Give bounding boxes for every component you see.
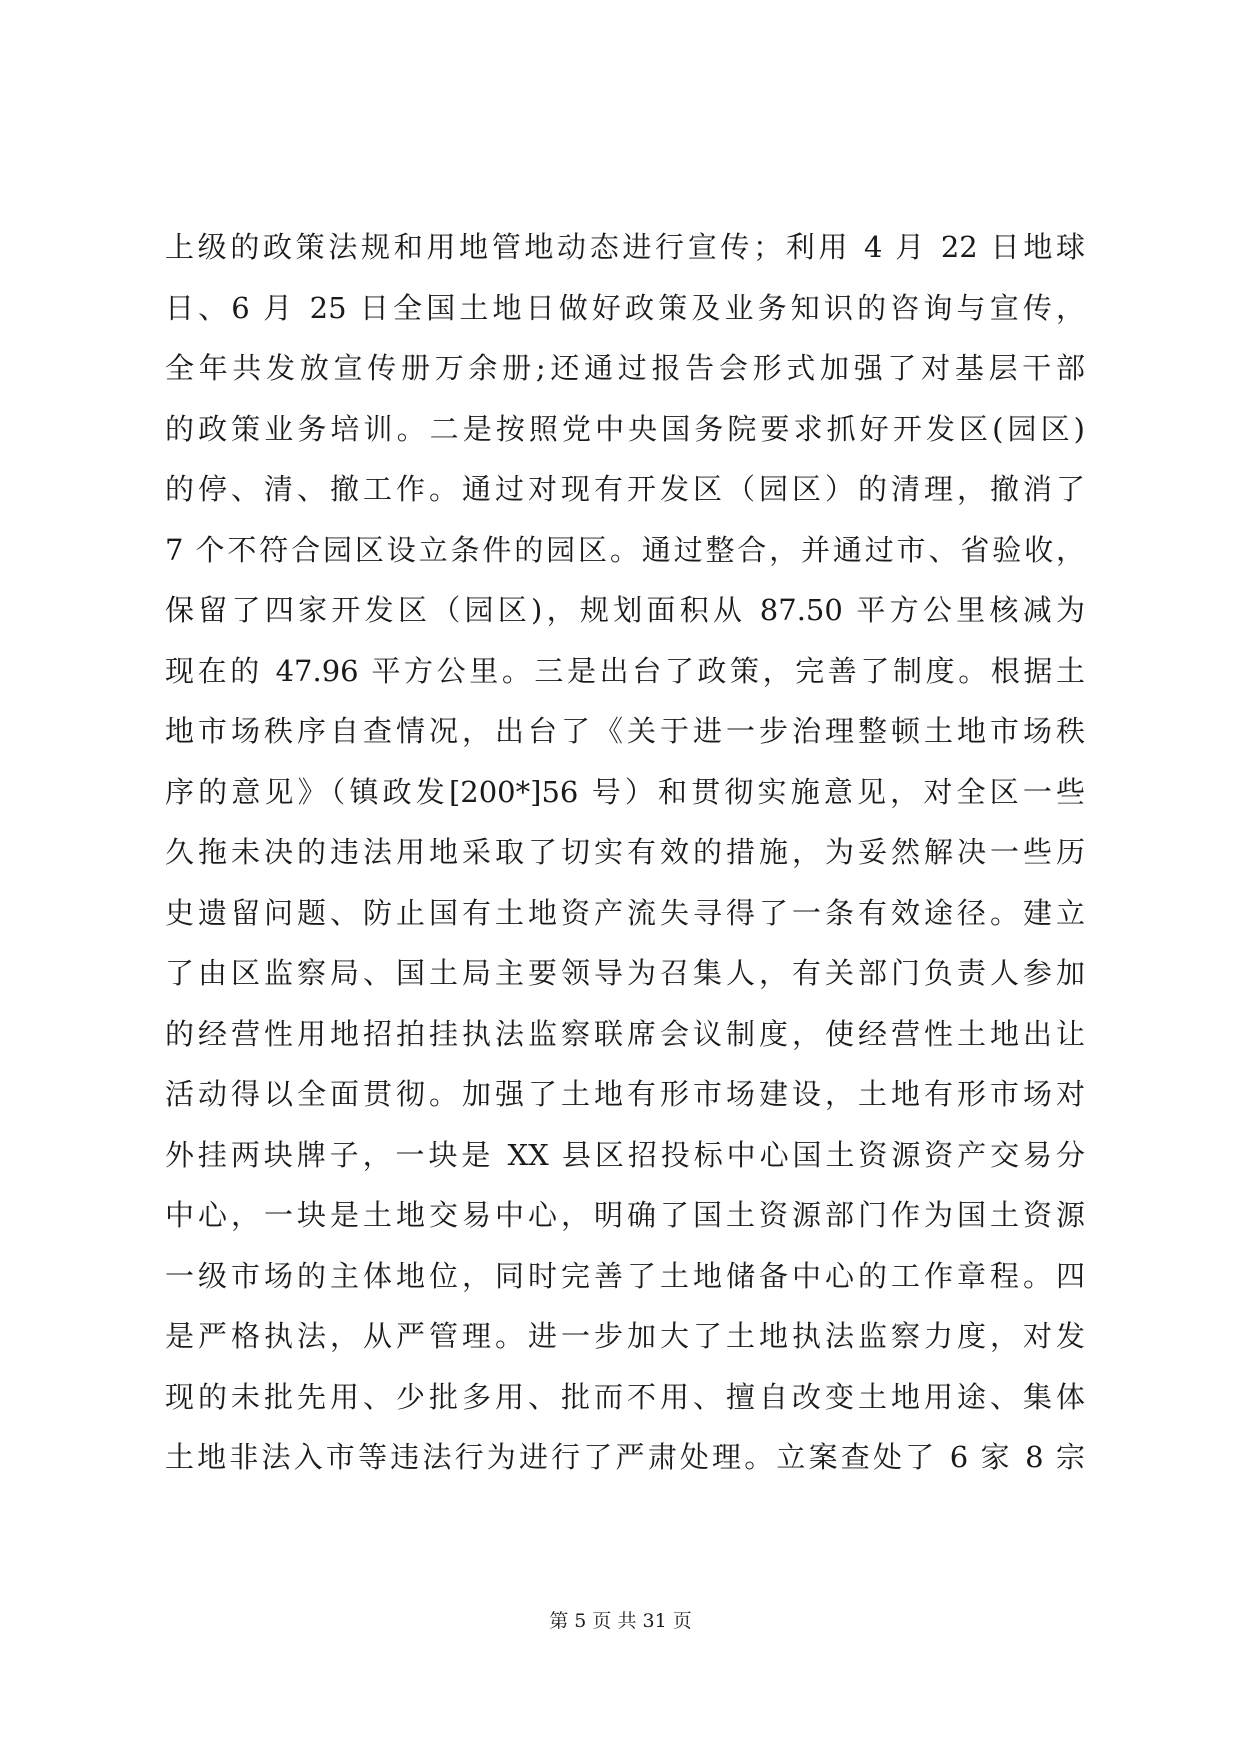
text-line: 活动得以全面贯彻。加强了土地有形市场建设，土地有形市场对 bbox=[165, 1077, 1085, 1111]
page-number-footer: 第 5 页 共 31 页 bbox=[549, 1610, 692, 1632]
text-line: 全年共发放宣传册万余册;还通过报告会形式加强了对基层干部 bbox=[165, 351, 1085, 385]
text-line: 的政策业务培训。二是按照党中央国务院要求抓好开发区(园区) bbox=[165, 411, 1085, 446]
text-line: 是严格执法，从严管理。进一步加大了土地执法监察力度，对发 bbox=[165, 1319, 1085, 1353]
text-line: 现的未批先用、少批多用、批而不用、擅自改变土地用途、集体 bbox=[165, 1379, 1085, 1414]
text-line: 中心，一块是土地交易中心，明确了国土资源部门作为国土资源 bbox=[165, 1198, 1085, 1232]
text-line: 保留了四家开发区（园区)，规划面积从 87.50 平方公里核减为 bbox=[165, 593, 1085, 627]
text-line: 地市场秩序自查情况，出台了《关于进一步治理整顿土地市场秩 bbox=[165, 714, 1085, 748]
text-line: 的停、清、撤工作。通过对现有开发区（园区）的清理，撤消了 bbox=[165, 472, 1085, 506]
text-line: 久拖未决的违法用地采取了切实有效的措施，为妥然解决一些历 bbox=[165, 835, 1085, 869]
text-line: 序的意见》（镇政发[200*]56 号）和贯彻实施意见，对全区一些 bbox=[165, 774, 1085, 809]
text-line: 了由区监察局、国土局主要领导为召集人，有关部门负责人参加 bbox=[165, 956, 1085, 990]
text-line: 日、6 月 25 日全国土地日做好政策及业务知识的咨询与宣传， bbox=[165, 290, 1085, 325]
text-line: 7 个不符合园区设立条件的园区。通过整合，并通过市、省验收， bbox=[165, 532, 1085, 567]
text-line: 土地非法入市等违法行为进行了严肃处理。立案查处了 6 家 8 宗 bbox=[165, 1440, 1085, 1474]
text-line: 一级市场的主体地位，同时完善了土地储备中心的工作章程。四 bbox=[165, 1258, 1085, 1293]
text-line: 上级的政策法规和用地管地动态进行宣传；利用 4 月 22 日地球 bbox=[165, 230, 1085, 264]
body-text bbox=[165, 229, 1085, 1500]
text-line: 外挂两块牌子，一块是 XX 县区招投标中心国土资源资产交易分 bbox=[165, 1137, 1085, 1172]
text-line: 史遗留问题、防止国有土地资产流失寻得了一条有效途径。建立 bbox=[165, 895, 1085, 930]
text-line: 现在的 47.96 平方公里。三是出台了政策，完善了制度。根据土 bbox=[165, 653, 1085, 688]
text-line: 的经营性用地招拍挂执法监察联席会议制度，使经营性土地出让 bbox=[165, 1016, 1085, 1051]
